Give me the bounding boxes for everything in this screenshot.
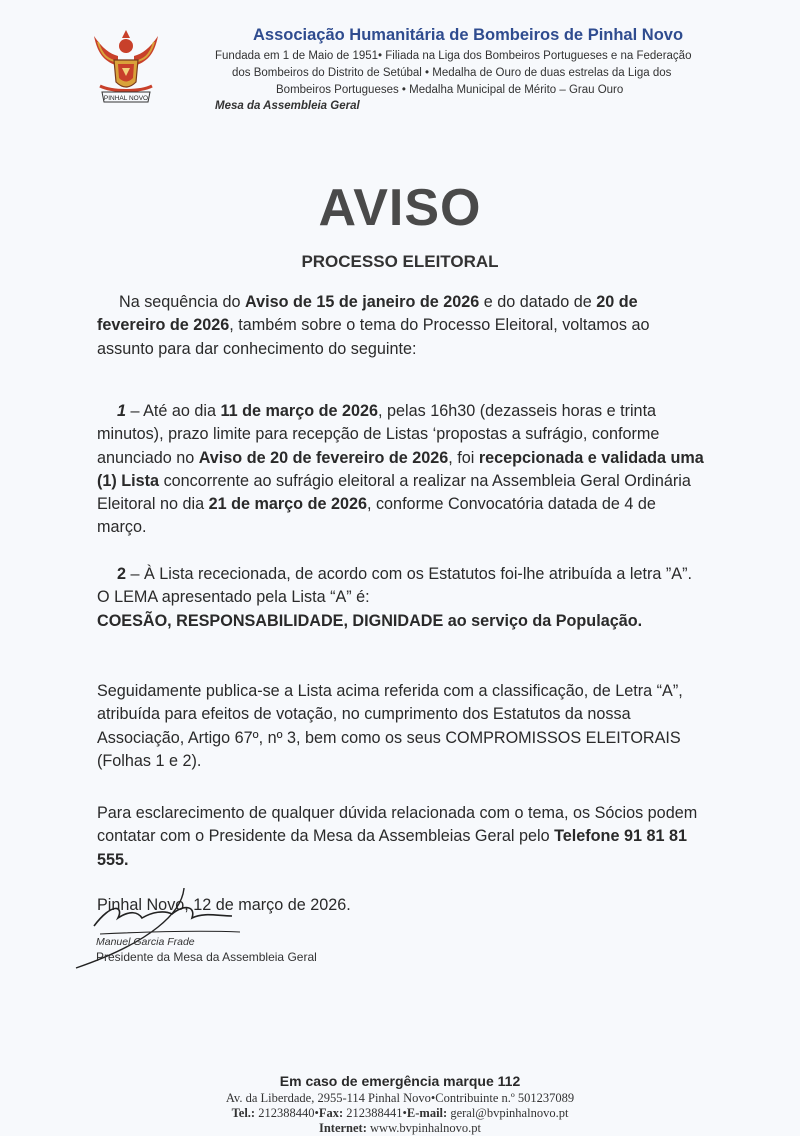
signatory-name: Manuel Garcia Frade	[96, 936, 195, 948]
document-subtitle: PROCESSO ELEITORAL	[301, 252, 499, 271]
organization-description-line: Fundada em 1 de Maio de 1951• Filiada na Liga dos Bombeiros Portugueses e na Federação	[215, 50, 692, 62]
intro-paragraph: Na sequência do Aviso de 15 de janeiro de 2026 e do datado de 20 de fevereiro de 2026, também sobre o tema do Processo Eleitoral, voltamos ao assunto para dar conhecimento do seguinte:	[97, 293, 650, 358]
association-logo	[88, 26, 164, 112]
lema-intro: O LEMA apresentado pela Lista “A” é:	[97, 588, 370, 607]
signatory-role: Presidente da Mesa da Assembleia Geral	[96, 950, 317, 964]
item-1-paragraph: 1 – Até ao dia 11 de março de 2026, pelas 16h30 (dezasseis horas e trinta minutos), prazo limite para recepção de Listas ‘propostas a sufrágio, conforme anunciado no Aviso de 20 de fevereiro de 2026, foi recepcionada e validada uma (1) Lista concorrente ao sufrágio eleitoral a realizar na Assembleia Geral Ordinária Eleitoral no dia 21 de março de 2026, conforme Convocatória datada de 4 de março.	[97, 402, 704, 537]
emergency-notice: Em caso de emergência marque 112	[279, 1073, 521, 1089]
publication-paragraph: Seguidamente publica-se a Lista acima referida com a classificação, de Letra “A”, atribuída para efeitos de votação, no cumprimento dos Estatutos da nossa Associação, Artigo 67º, nº 3, bem como os seus COMPROMISSOS ELEITORAIS (Folhas 1 e 2).	[97, 682, 683, 770]
item-2-paragraph: 2 – À Lista rececionada, de acordo com os Estatutos foi-lhe atribuída a letra ”A”. O LEMA apresentado pela Lista “A” é: COESÃO, RESPONSABILIDADE, DIGNIDADE ao serviço da População.	[97, 563, 707, 633]
contact-phone: Telefone 91 81 81 555.	[97, 827, 687, 869]
footer-website: Internet: www.bvpinhalnovo.pt	[318, 1121, 482, 1135]
footer-address: Av. da Liberdade, 2955-114 Pinhal Novo•Contribuinte n.º 501237089	[225, 1091, 575, 1105]
document-title: AVISO	[318, 179, 482, 237]
issuing-body: Mesa da Assembleia Geral	[215, 100, 360, 112]
contact-paragraph: Para esclarecimento de qualquer dúvida relacionada com o tema, os Sócios podem contatar com o Presidente da Mesa da Assembleias Geral pelo Telefone 91 81 81 555.	[97, 804, 698, 869]
item-number: 2	[117, 565, 127, 583]
footer-contacts: Tel.: 212388440•Fax: 212388441•E-mail: geral@bvpinhalnovo.pt	[231, 1106, 569, 1120]
item-number: 1	[117, 402, 127, 420]
organization-description-line: Bombeiros Portugueses • Medalha Municipal de Mérito – Grau Ouro	[276, 84, 624, 96]
organization-description-line: dos Bombeiros do Distrito de Setúbal • Medalha de Ouro de duas estrelas da Liga dos	[232, 67, 672, 79]
svg-text:PINHAL NOVO: PINHAL NOVO	[103, 95, 149, 102]
organization-name: Associação Humanitária de Bombeiros de Pinhal Novo	[253, 26, 684, 44]
place-and-date: Pinhal Novo, 12 de março de 2026.	[97, 896, 351, 914]
lema: COESÃO, RESPONSABILIDADE, DIGNIDADE ao serviço da População.	[97, 611, 643, 630]
